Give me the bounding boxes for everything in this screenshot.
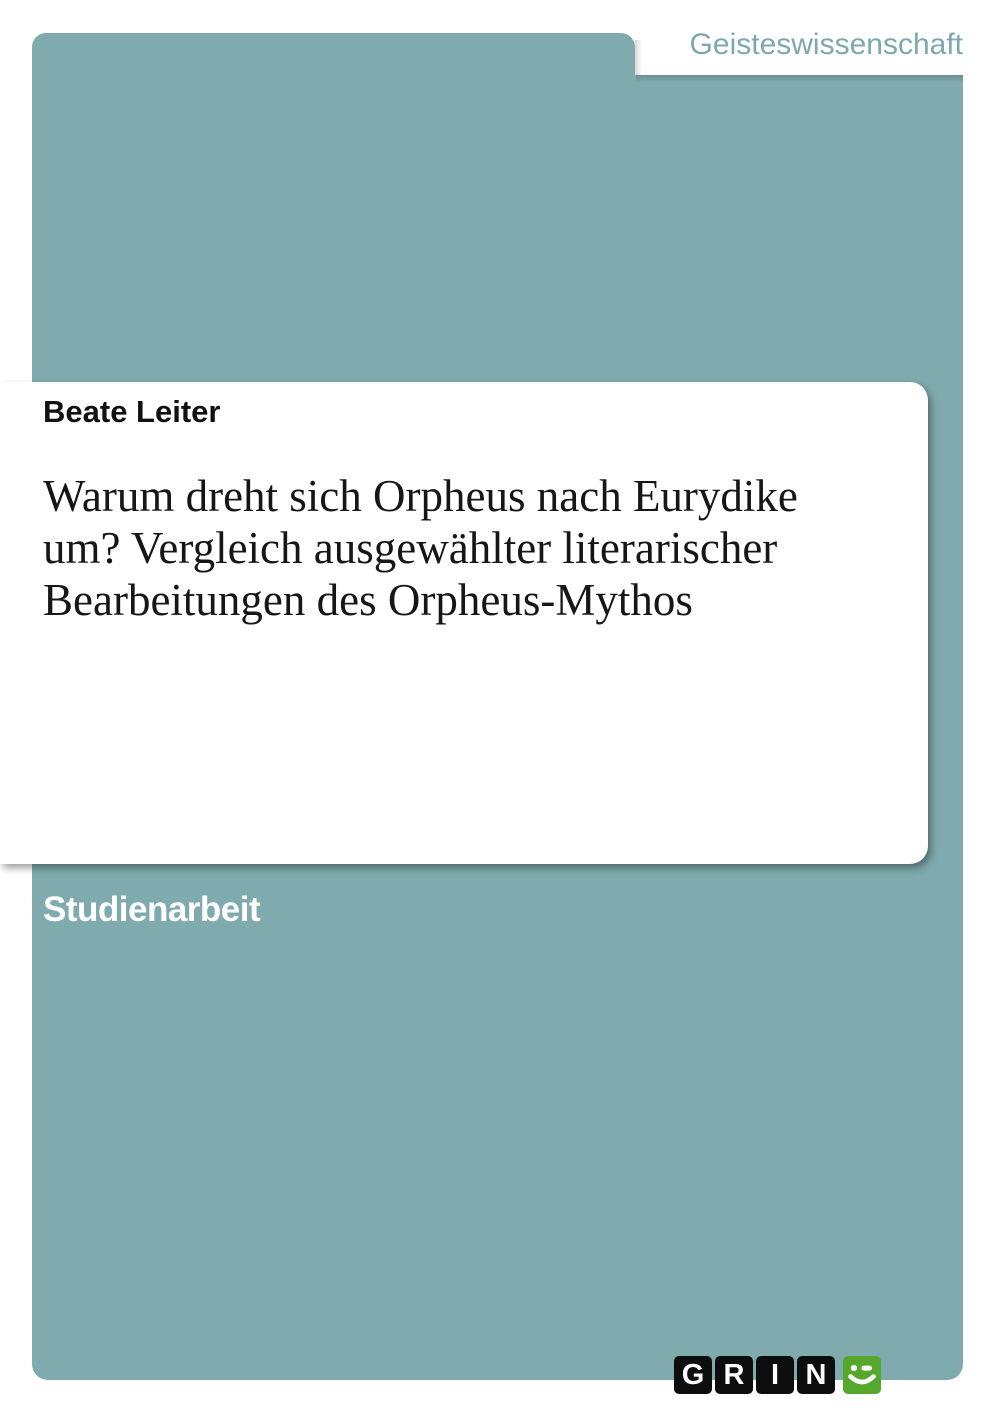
- document-title: [43, 470, 903, 626]
- title-card: [0, 382, 928, 864]
- title-line-1: Warum dreht sich Orpheus nach Eurydike: [43, 471, 798, 521]
- title-line-2: um? Vergleich ausgewählter literarischer: [43, 523, 778, 573]
- winking-smiley-icon: [843, 1356, 881, 1394]
- work-type-label: Studienarbeit: [43, 890, 261, 929]
- logo-letter-r: R: [715, 1356, 753, 1394]
- grin-logo: [674, 1356, 881, 1394]
- title-line-3: Bearbeitungen des Orpheus-Mythos: [43, 575, 693, 625]
- logo-letter-g: G: [674, 1356, 712, 1394]
- logo-letter-n: N: [797, 1356, 835, 1394]
- logo-letter-i: I: [756, 1356, 794, 1394]
- teal-folder-tab: [32, 33, 635, 77]
- header-strip-shadow: [636, 75, 963, 82]
- author-name: Beate Leiter: [43, 394, 221, 429]
- category-label: Geisteswissenschaft: [689, 28, 963, 61]
- tab-edge-shadow: [635, 40, 642, 75]
